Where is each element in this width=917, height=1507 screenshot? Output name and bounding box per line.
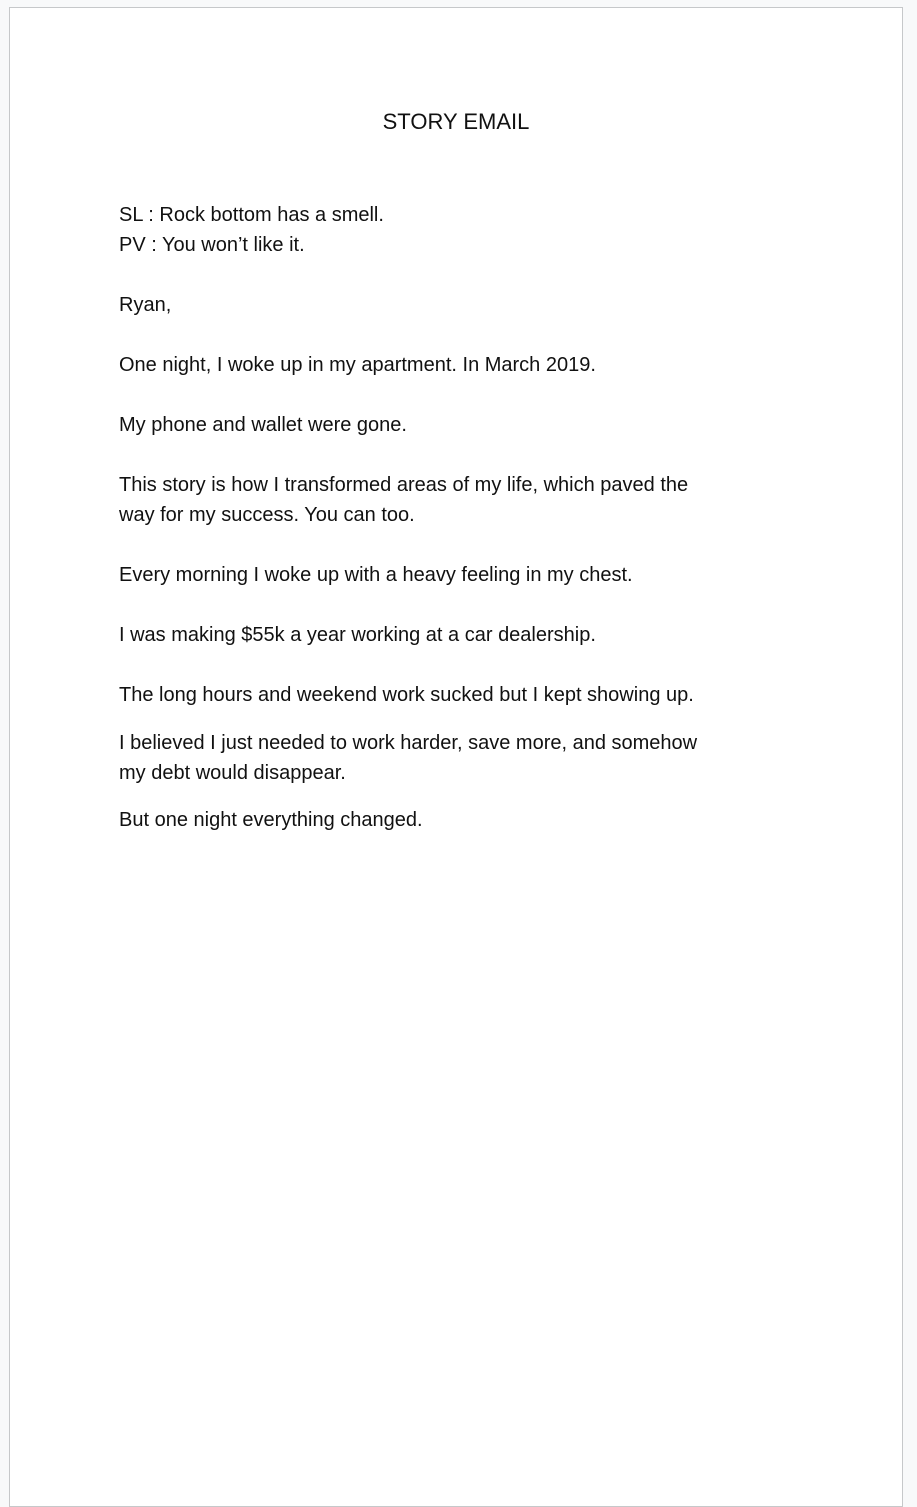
paragraph: I believed I just needed to work harder, save more, and somehow my debt would disappear. [119, 732, 698, 784]
document-page[interactable] [9, 7, 903, 1507]
document-body [119, 200, 793, 835]
paragraph: The long hours and weekend work sucked but I kept showing up. [119, 684, 694, 706]
paragraph: Ryan, [119, 294, 172, 316]
paragraph: SL : Rock bottom has a smell. PV : You won’t like it. [119, 204, 384, 256]
paragraph: This story is how I transformed areas of my life, which paved the way for my success. You can too. [119, 474, 689, 526]
document-content [10, 8, 902, 835]
paragraph: I was making $55k a year working at a car dealership. [119, 624, 596, 646]
paragraph: One night, I woke up in my apartment. In March 2019. [119, 354, 596, 376]
paragraph: Every morning I woke up with a heavy feeling in my chest. [119, 564, 633, 586]
paragraph: My phone and wallet were gone. [119, 414, 407, 436]
document-title: STORY EMAIL [382, 109, 530, 134]
paragraph: But one night everything changed. [119, 809, 423, 831]
